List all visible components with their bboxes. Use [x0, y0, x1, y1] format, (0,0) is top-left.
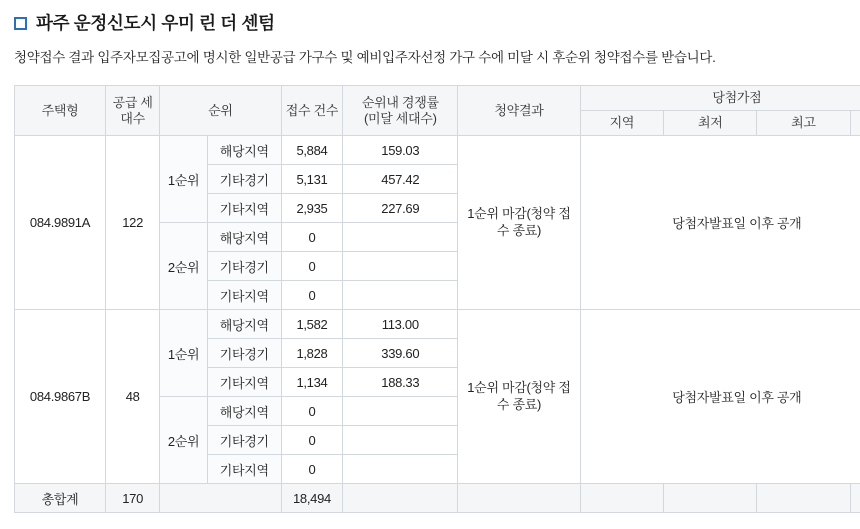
table-row: [15, 136, 860, 165]
cell-applications: 0: [281, 223, 343, 252]
cell-total-supply-units: 170: [106, 484, 160, 513]
cell-total-applications: 18,494: [281, 484, 343, 513]
cell-total-region-empty: [580, 484, 663, 513]
cell-applications: 5,131: [281, 165, 343, 194]
cell-applications: 0: [281, 281, 343, 310]
page-title-text: 파주 운정신도시 우미 린 더 센텀: [36, 13, 275, 33]
cell-supply-units: 122: [106, 136, 160, 310]
cell-total-label: 총합계: [15, 484, 106, 513]
square-marker-icon: [14, 17, 27, 30]
cell-applications: 1,582: [281, 310, 343, 339]
header-score-group: 당첨가점: [580, 86, 860, 111]
header-score-max: 최고: [757, 111, 850, 136]
cell-applications: 1,828: [281, 339, 343, 368]
header-housing-type: 주택형: [15, 86, 106, 136]
header-applications: 접수 건수: [281, 86, 343, 136]
cell-area-label: 해당지역: [207, 397, 281, 426]
cell-area-label: 기타경기: [207, 426, 281, 455]
cell-score-note: 당첨자발표일 이후 공개: [580, 310, 860, 484]
cell-applications: 0: [281, 426, 343, 455]
table-header-row-1: [15, 86, 860, 111]
cell-competition: [343, 281, 458, 310]
table-row: [15, 310, 860, 339]
cell-rank-label: 2순위: [160, 397, 208, 484]
cell-area-label: 기타지역: [207, 281, 281, 310]
cell-total-competition-empty: [343, 484, 458, 513]
result-table-wrapper: [14, 85, 860, 513]
cell-total-max-empty: [757, 484, 850, 513]
cell-competition: 159.03: [343, 136, 458, 165]
header-competition: [343, 86, 458, 136]
cell-housing-type: 084.9891A: [15, 136, 106, 310]
header-rank: 순위: [160, 86, 281, 136]
header-score-extra: [850, 111, 860, 136]
cell-competition: 188.33: [343, 368, 458, 397]
cell-competition: [343, 252, 458, 281]
cell-total-extra-empty: [850, 484, 860, 513]
cell-competition: 457.42: [343, 165, 458, 194]
cell-score-note: 당첨자발표일 이후 공개: [580, 136, 860, 310]
header-competition-line1: 순위내 경쟁률: [361, 94, 439, 110]
cell-area-label: 해당지역: [207, 223, 281, 252]
cell-area-label: 기타지역: [207, 194, 281, 223]
header-score-min: 최저: [664, 111, 757, 136]
cell-area-label: 기타경기: [207, 165, 281, 194]
cell-rank-label: 1순위: [160, 136, 208, 223]
cell-applications: 0: [281, 252, 343, 281]
cell-total-result-empty: [458, 484, 580, 513]
cell-area-label: 기타경기: [207, 252, 281, 281]
cell-competition: 113.00: [343, 310, 458, 339]
subscription-result-table: [14, 85, 860, 513]
table-total-row: [15, 484, 860, 513]
cell-supply-units: 48: [106, 310, 160, 484]
cell-rank-label: 2순위: [160, 223, 208, 310]
cell-result: 1순위 마감(청약 접수 종료): [458, 310, 580, 484]
cell-housing-type: 084.9867B: [15, 310, 106, 484]
header-competition-line2: (미달 세대수): [363, 110, 437, 126]
cell-competition: [343, 223, 458, 252]
cell-rank-label: 1순위: [160, 310, 208, 397]
cell-competition: [343, 455, 458, 484]
cell-applications: 0: [281, 455, 343, 484]
cell-competition: [343, 426, 458, 455]
header-result: 청약결과: [458, 86, 580, 136]
header-score-region: 지역: [580, 111, 663, 136]
cell-competition: 339.60: [343, 339, 458, 368]
cell-area-label: 해당지역: [207, 136, 281, 165]
cell-area-label: 해당지역: [207, 310, 281, 339]
cell-competition: 227.69: [343, 194, 458, 223]
table-body: [15, 136, 860, 513]
cell-result: 1순위 마감(청약 접수 종료): [458, 136, 580, 310]
cell-area-label: 기타경기: [207, 339, 281, 368]
cell-competition: [343, 397, 458, 426]
header-supply-units: 공급 세대수: [106, 86, 160, 136]
cell-total-min-empty: [664, 484, 757, 513]
cell-applications: 5,884: [281, 136, 343, 165]
page-title: [0, 0, 860, 33]
cell-area-label: 기타지역: [207, 455, 281, 484]
cell-applications: 2,935: [281, 194, 343, 223]
cell-area-label: 기타지역: [207, 368, 281, 397]
cell-applications: 0: [281, 397, 343, 426]
description-text: 청약접수 결과 입주자모집공고에 명시한 일반공급 가구수 및 예비입주자선정 가구 수에 미달 시 후순위 청약접수를 받습니다.: [14, 50, 716, 66]
cell-applications: 1,134: [281, 368, 343, 397]
cell-total-rank-empty: [160, 484, 281, 513]
